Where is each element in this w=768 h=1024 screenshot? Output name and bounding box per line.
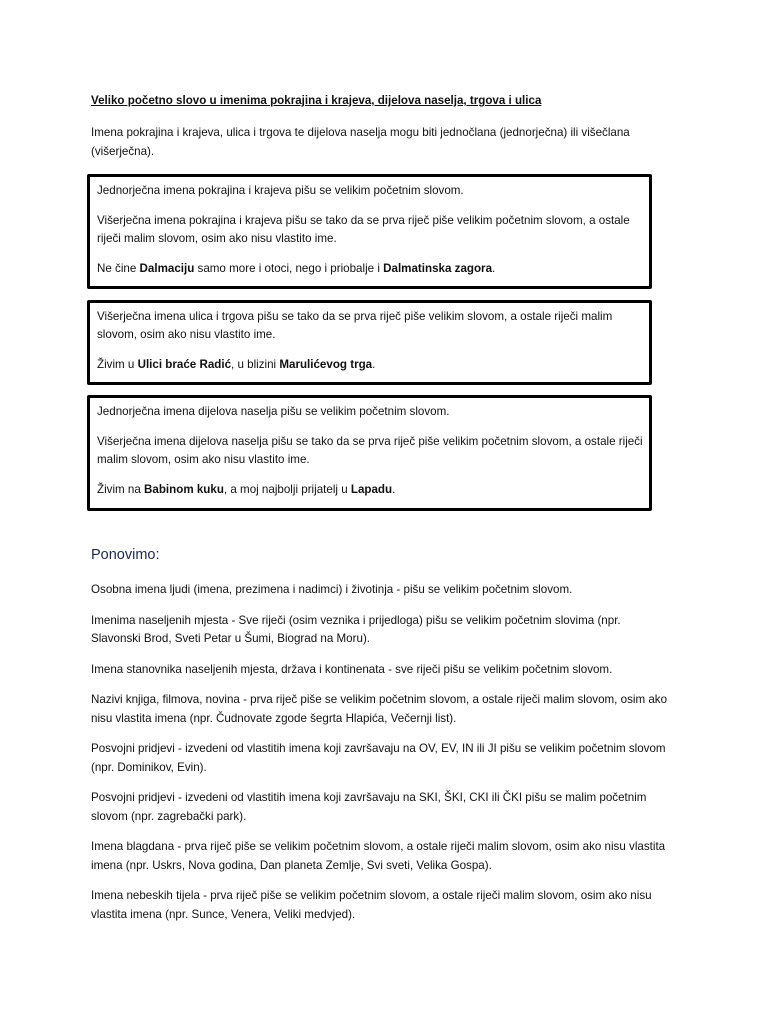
example-text: Ne čine: [97, 262, 140, 275]
rule-box-streets: [87, 300, 652, 385]
example-text: Živim u: [97, 358, 138, 371]
example-text: samo more i otoci, nego i priobalje i: [194, 262, 384, 275]
example-sentence: [97, 481, 649, 499]
example-sentence: [97, 260, 649, 278]
rule-text: Jednorječna imena dijelova naselja pišu se velikim početnim slovom.: [97, 405, 450, 418]
rule-text: Jednorječna imena pokrajina i krajeva pišu se velikim početnim slovom.: [97, 184, 464, 197]
example-highlight: Marulićevog trga: [279, 358, 373, 371]
rule-text: Višerječna imena pokrajina i krajeva pišu se tako da se prva riječ piše velikim početnim slovom, a ostale riječi malim slovom, osim ako nisu vlastito ime.: [97, 214, 630, 245]
rule-text: Višerječna imena ulica i trgova pišu se tako da se prva riječ piše velikim slovom, a ostale riječi malim slovom, osim ako nisu vlastito ime.: [97, 310, 613, 341]
example-highlight: Dalmatinska zagora: [383, 262, 493, 275]
rule-text: Višerječna imena dijelova naselja pišu se tako da se prva riječ piše velikim početnim slovom, a ostale riječi malim slovom, osim ako nisu vlastito ime.: [97, 435, 643, 466]
recap-item: Nazivi knjiga, filmova, novina - prva riječ piše se velikim početnim slovom, a ostale riječi malim slovom, osim ako nisu vlastita imena (npr. Čudnovate zgode šegrta Hlapića, Večernji list).: [91, 693, 668, 725]
document-title: Veliko početno slovo u imenima pokrajina i krajeva, dijelova naselja, trgova i ulica: [91, 94, 542, 107]
example-text: .: [492, 262, 496, 275]
example-text: , u blizini: [231, 358, 280, 371]
example-text: .: [372, 358, 376, 371]
example-highlight: Babinom kuku: [144, 483, 224, 496]
recap-list: [91, 581, 671, 936]
example-text: Živim na: [97, 483, 145, 496]
example-text: , a moj najbolji prijatelj u: [223, 483, 351, 496]
example-sentence: [97, 356, 649, 374]
example-highlight: Dalmaciju: [139, 262, 195, 275]
recap-item: Imena nebeskih tijela - prva riječ piše se velikim početnim slovom, a ostale riječi malim slovom, osim ako nisu vlastita imena (npr. Sunce, Venera, Veliki medvjed).: [91, 889, 652, 921]
recap-item: Posvojni pridjevi - izvedeni od vlastitih imena koji završavaju na SKI, ŠKI, CKI ili ČKI pišu se malim početnim slovom (npr. zagrebački park).: [91, 791, 647, 823]
rule-box-neighborhoods: [87, 395, 652, 511]
intro-paragraph: Imena pokrajina i krajeva, ulica i trgova te dijelova naselja mogu biti jednočlana (jednorječna) ili višečlana (višerječna).: [91, 126, 630, 158]
recap-item: Imena stanovnika naseljenih mjesta, država i kontinenata - sve riječi pišu se velikim početnim slovom.: [91, 662, 613, 676]
recap-item: Imena blagdana - prva riječ piše se velikim početnim slovom, a ostale riječi malim slovom, osim ako nisu vlastita imena (npr. Uskrs, Nova godina, Dan planeta Zemlje, Svi sveti, Velika Gospa).: [91, 840, 666, 872]
recap-item: Imenima naseljenih mjesta - Sve riječi (osim veznika i prijedloga) pišu se velikim početnim slovima (npr. Slavonski Brod, Sveti Petar u Šumi, Biograd na Moru).: [91, 613, 621, 645]
recap-item: Posvojni pridjevi - izvedeni od vlastitih imena koji završavaju na OV, EV, IN ili JI pišu se velikim početnim slovom (npr. Dominikov, Evin).: [91, 742, 666, 774]
example-highlight: Ulici braće Radić: [137, 358, 232, 371]
example-highlight: Lapadu: [350, 483, 393, 496]
example-text: .: [392, 483, 396, 496]
recap-item: Osobna imena ljudi (imena, prezimena i nadimci) i životinja - pišu se velikim početnim slovom.: [91, 583, 573, 596]
recap-heading: Ponovimo:: [91, 547, 160, 563]
rule-box-regions: [87, 174, 652, 289]
